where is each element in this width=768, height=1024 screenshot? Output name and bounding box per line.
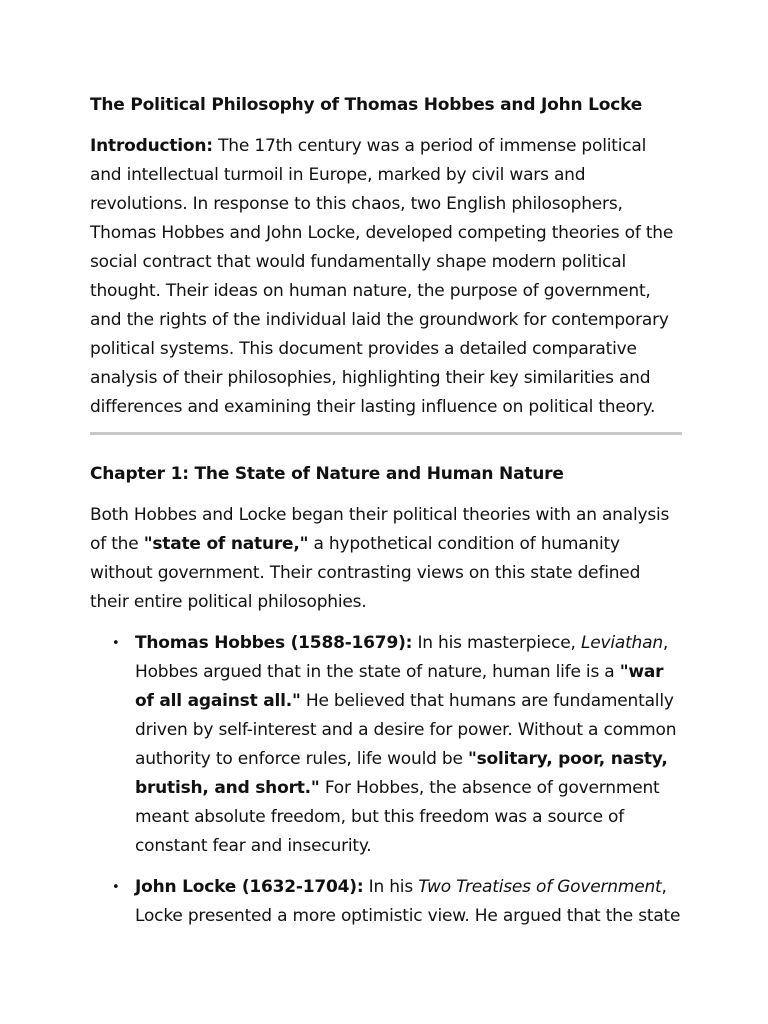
document-title: The Political Philosophy of Thomas Hobbes and John Locke	[90, 95, 643, 115]
chapter-1-intro-text-1: Both Hobbes and Locke began their political theories with an analysis of the	[90, 505, 670, 554]
chapter-1-title: Chapter 1: The State of Nature and Human Nature	[90, 464, 564, 484]
hobbes-quote-1: "war of all against all."	[135, 662, 664, 711]
philosophers-list	[90, 629, 682, 931]
chapter-1-intro	[90, 501, 682, 617]
section-divider	[90, 432, 682, 435]
locke-text-1: In his	[363, 877, 419, 897]
state-of-nature-term: "state of nature,"	[143, 534, 309, 554]
introduction-text: The 17th century was a period of immense political and intellectual turmoil in Europe, marked by civil wars and revolutions. In response to this chaos, two English philosophers, Thomas Hobbes and John Locke, developed competing theories of the social contract that would fundamentally shape modern political thought. Their ideas on human nature, the purpose of government, and the rights of the individual laid the groundwork for contemporary political systems. This document provides a detailed comparative analysis of their philosophies, highlighting their key similarities and differences and examining their lasting influence on political theory.	[90, 136, 674, 417]
hobbes-work-title: Leviathan	[580, 633, 663, 653]
document-page	[90, 90, 682, 943]
hobbes-text-1: In his masterpiece,	[412, 633, 581, 653]
list-item-hobbes	[90, 629, 682, 861]
locke-name: John Locke (1632-1704):	[135, 877, 364, 897]
hobbes-text-3: He believed that humans are fundamentally driven by self-interest and a desire for power. Without a common authority to enforce rules, life would be	[135, 691, 677, 769]
chapter-1-intro-text-2: a hypothetical condition of humanity without government. Their contrasting views on this state defined their entire political philosophies.	[90, 534, 641, 612]
locke-text-2: , Locke presented a more optimistic view. He argued that the state	[135, 877, 681, 926]
introduction-paragraph	[90, 132, 682, 422]
bullet-icon: •	[112, 636, 120, 651]
bullet-icon: •	[112, 880, 120, 895]
locke-work-title: Two Treatises of Government	[418, 877, 662, 897]
list-item-locke	[90, 873, 682, 931]
hobbes-quote-2: "solitary, poor, nasty, brutish, and short."	[135, 749, 668, 798]
introduction-label: Introduction:	[90, 136, 213, 156]
hobbes-text-4: For Hobbes, the absence of government meant absolute freedom, but this freedom was a source of constant fear and insecurity.	[135, 778, 660, 856]
hobbes-name: Thomas Hobbes (1588-1679):	[135, 633, 413, 653]
hobbes-text-2: , Hobbes argued that in the state of nature, human life is a	[135, 633, 669, 682]
